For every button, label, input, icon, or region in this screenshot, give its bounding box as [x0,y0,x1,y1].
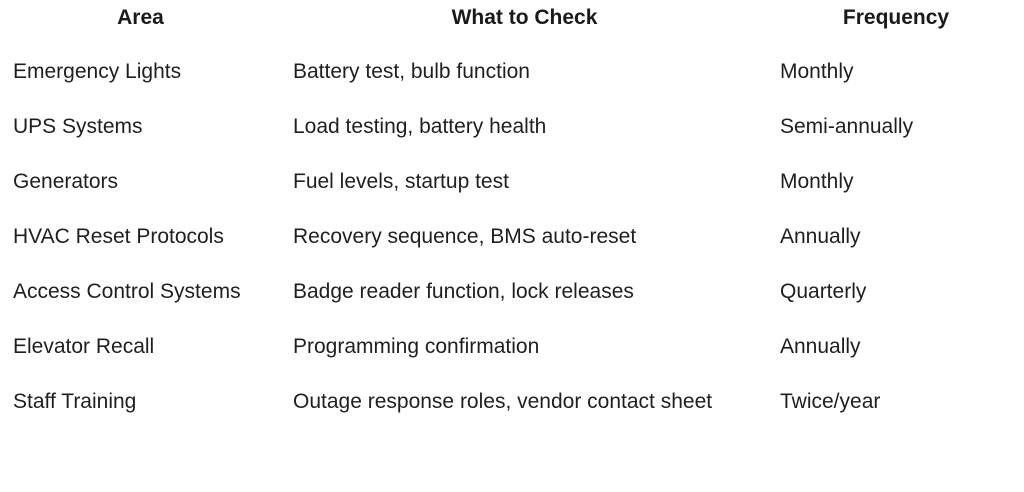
cell-what-to-check: Load testing, battery health [293,115,547,138]
header-area: Area [117,6,164,29]
header-frequency: Frequency [842,6,950,29]
cell-what-to-check: Badge reader function, lock releases [293,280,634,303]
header-what-to-check: What to Check [451,6,598,29]
cell-what-to-check: Fuel levels, startup test [293,170,509,193]
cell-what-to-check: Battery test, bulb function [293,60,530,83]
cell-area: Access Control Systems [13,280,241,303]
cell-area: UPS Systems [13,115,143,138]
table-row [0,382,1024,437]
table-row [0,162,1024,217]
cell-frequency: Semi-annually [780,115,914,138]
table-row [0,327,1024,382]
header-row [0,0,1024,36]
cell-frequency: Twice/year [780,390,881,413]
cell-area: Elevator Recall [13,335,155,358]
cell-frequency: Monthly [780,170,854,193]
table-body [0,36,1024,437]
cell-frequency: Monthly [780,60,854,83]
table-row [0,36,1024,107]
table-row [0,107,1024,162]
cell-frequency: Annually [780,335,861,358]
cell-frequency: Annually [780,225,861,248]
cell-area: Staff Training [13,390,137,413]
cell-area: HVAC Reset Protocols [13,225,224,248]
cell-area: Generators [13,170,119,193]
cell-frequency: Quarterly [780,280,867,303]
cell-what-to-check: Outage response roles, vendor contact sheet [293,390,713,413]
table-row [0,272,1024,327]
cell-what-to-check: Programming confirmation [293,335,540,358]
table-row [0,217,1024,272]
cell-area: Emergency Lights [13,60,182,83]
table-header [0,0,1024,36]
cell-what-to-check: Recovery sequence, BMS auto-reset [293,225,637,248]
